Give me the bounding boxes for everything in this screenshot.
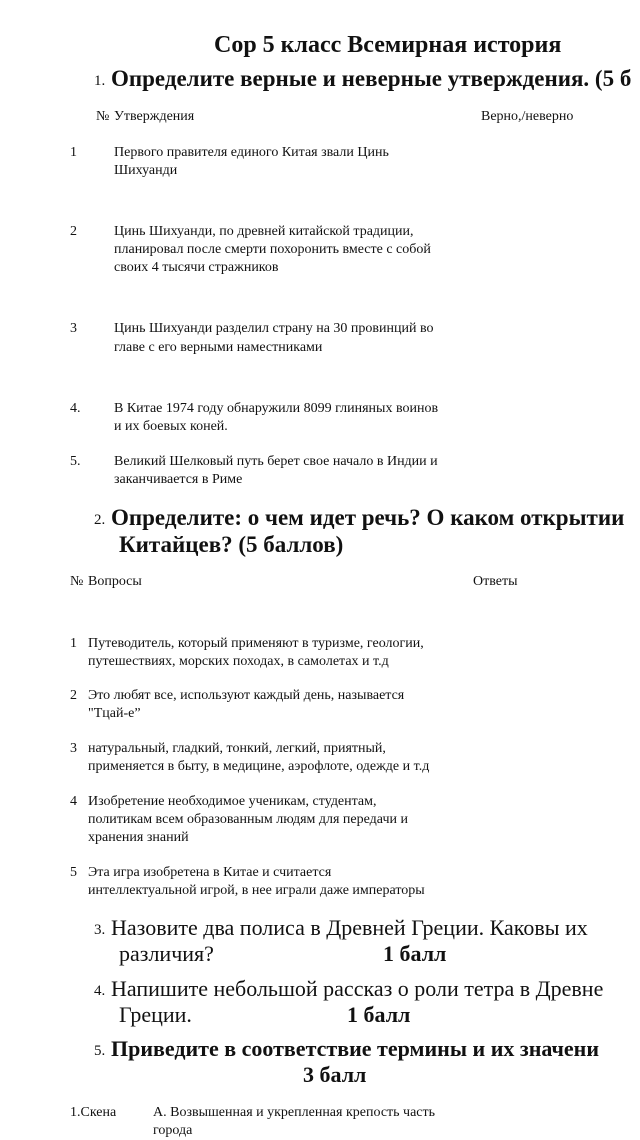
task5-points: 3 балл [303, 1062, 367, 1087]
question-line: применяется в быту, в медицине, аэрофлоте, одежде и т.д [88, 759, 430, 774]
row-number: 5 [70, 865, 77, 880]
statement-line: планировал после смерти похоронить вместе с собой [114, 242, 431, 257]
task5-line1: Приведите в соответствие термины и их значени [111, 1036, 600, 1061]
task2-number: 2. [94, 512, 106, 528]
match-term: 1.Скена [70, 1105, 117, 1120]
question-line: Эта игра изобретена в Китае и считается [88, 865, 332, 880]
task2-col-questions: Вопросы [88, 574, 142, 589]
row-number: 2 [70, 688, 77, 703]
question-line: Путеводитель, который применяют в туризме, геологии, [88, 636, 424, 651]
statement-line: главе с его верными наместниками [114, 340, 323, 355]
question-line: политикам всем образованным людям для передачи и [88, 812, 408, 827]
task5-number: 5. [94, 1043, 106, 1059]
question-line: Изобретение необходимое ученикам, студентам, [88, 794, 377, 809]
row-number: 2 [70, 224, 77, 239]
task1-heading: Определите верные и неверные утверждения. (5 б [111, 66, 632, 91]
task4-line1: Напишите небольшой рассказ о роли тетра в Древне [111, 976, 604, 1001]
question-line: Это любят все, используют каждый день, называется [88, 688, 405, 703]
match-definition-line: города [153, 1123, 193, 1138]
page-title: Сор 5 класс Всемирная история [214, 32, 562, 58]
task2-heading-line1: Определите: о чем идет речь? О каком открытии [111, 505, 625, 530]
task3-points: 1 балл [383, 941, 447, 966]
task2-col-no: № [70, 574, 84, 589]
question-line: путешествиях, морских походах, в самолетах и т.д [88, 654, 389, 669]
statement-line: и их боевых коней. [114, 419, 228, 434]
task1-col-statements: Утверждения [114, 109, 195, 124]
question-line: натуральный, гладкий, тонкий, легкий, приятный, [88, 741, 386, 756]
question-line: "Тцай-е” [88, 706, 141, 721]
statement-line: Цинь Шихуанди, по древней китайской традиции, [114, 224, 414, 239]
task4-number: 4. [94, 983, 106, 999]
task3-number: 3. [94, 922, 106, 938]
row-number: 5. [70, 454, 81, 469]
question-line: интеллектуальной игрой, в нее играли даже императоры [88, 883, 425, 898]
row-number: 4 [70, 794, 77, 809]
statement-line: В Китае 1974 году обнаружили 8099 глиняных воинов [114, 401, 439, 416]
statement-line: Великий Шелковый путь берет свое начало в Индии и [114, 454, 438, 469]
row-number: 3 [70, 741, 77, 756]
task1-col-no: № [96, 109, 110, 124]
question-line: хранения знаний [88, 830, 189, 845]
task1-number: 1. [94, 73, 106, 89]
task2-col-answers: Ответы [473, 574, 518, 589]
task4-line2: Греции. [119, 1002, 192, 1027]
statement-line: Первого правителя единого Китая звали Цинь [114, 145, 389, 160]
row-number: 4. [70, 401, 81, 416]
task4-points: 1 балл [347, 1002, 411, 1027]
row-number: 1 [70, 145, 77, 160]
task1-col-answer: Верно,/неверно [481, 109, 574, 124]
match-definition-line: А. Возвышенная и укрепленная крепость часть [153, 1105, 436, 1120]
row-number: 1 [70, 636, 77, 651]
task3-line1: Назовите два полиса в Древней Греции. Каковы их [111, 915, 588, 940]
statement-line: своих 4 тысячи стражников [114, 260, 279, 275]
row-number: 3 [70, 321, 77, 336]
statement-line: Шихуанди [114, 163, 178, 178]
statement-line: Цинь Шихуанди разделил страну на 30 провинций во [114, 321, 434, 336]
task3-line2: различия? [119, 941, 214, 966]
statement-line: заканчивается в Риме [114, 472, 243, 487]
task2-heading-line2: Китайцев? (5 баллов) [119, 532, 344, 557]
